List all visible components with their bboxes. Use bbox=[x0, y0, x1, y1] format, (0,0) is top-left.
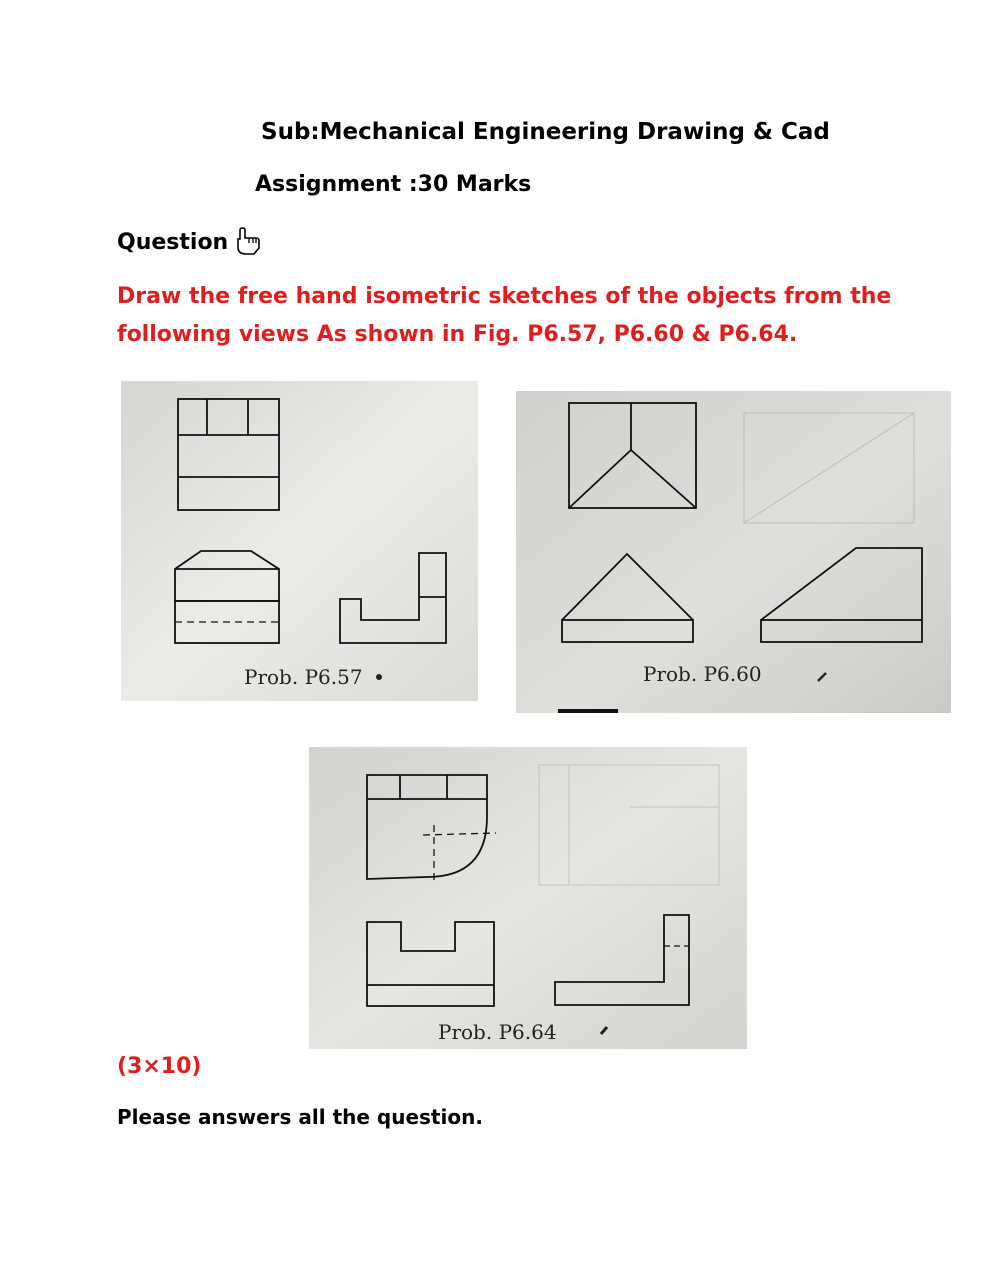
figure-p6-57 bbox=[121, 381, 478, 701]
figure-caption: Prob. P6.64 bbox=[438, 1020, 557, 1044]
figure-caption: Prob. P6.60 bbox=[643, 662, 762, 686]
question-instruction: Draw the free hand isometric sketches of the objects from the following views As shown in Fig. P6.57, P6.60 & P6.64. bbox=[117, 284, 892, 347]
question-label: Question bbox=[117, 229, 229, 255]
instruction-note: Please answers all the question. bbox=[117, 1105, 483, 1129]
figure-p6-60 bbox=[516, 391, 951, 713]
figure-p6-64 bbox=[309, 747, 747, 1049]
assignment-heading: Assignment :30 Marks bbox=[255, 172, 532, 197]
question-label-row bbox=[117, 227, 262, 257]
pointing-hand-icon bbox=[236, 227, 262, 257]
subject-heading: Sub:Mechanical Engineering Drawing & Cad bbox=[261, 119, 830, 145]
figure-caption: Prob. P6.57 bbox=[244, 665, 363, 689]
marks-breakdown: (3×10) bbox=[117, 1054, 202, 1079]
